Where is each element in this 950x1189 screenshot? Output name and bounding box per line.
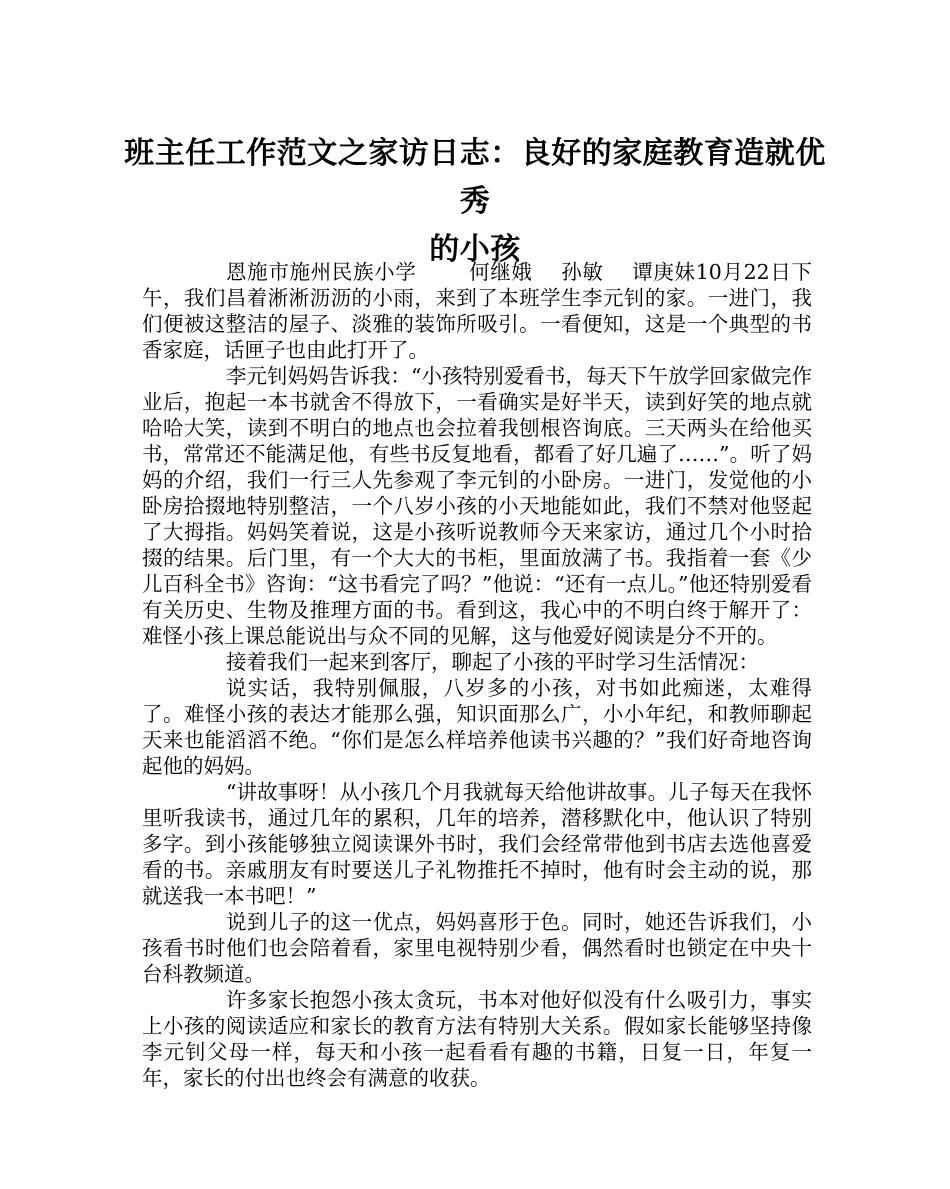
- school-name: 恩施市施州民族小学: [226, 260, 417, 284]
- title-line-1: 班主任工作范文之家访日志：良好的家庭教育造就优秀: [124, 136, 826, 219]
- intro-text: 10月22日下午，我们昌着淅淅沥沥的小雨，来到了本班学生李元钊的家。一进门，我们便被这整洁的屋子、淡雅的装饰所吸引。一看便知，这是一个典型的书香家庭，话匣子也由此打开了。: [142, 260, 813, 362]
- byline-paragraph: [142, 259, 812, 363]
- author-name: 何继娥: [468, 260, 533, 284]
- title-line-2: 的小孩: [429, 232, 521, 267]
- author-name: 谭庚妹: [631, 260, 696, 284]
- paragraph: 说实话，我特别佩服，八岁多的小孩，对书如此痴迷，太难得了。难怪小孩的表达才能那么强，知识面那么广，小小年纪，和教师聊起天来也能滔滔不绝。“你们是怎么样培养他读书兴趣的？”我们好奇地咨询起他的妈妈。: [142, 676, 812, 778]
- document-title: [120, 130, 830, 274]
- paragraph: 说到儿子的这一优点，妈妈喜形于色。同时，她还告诉我们，小孩看书时他们也会陪着看，家里电视特别少看，偶然看时也锁定在中央十台科教频道。: [142, 910, 812, 986]
- paragraph: 接着我们一起来到客厅，聊起了小孩的平时学习生活情况：: [226, 650, 759, 674]
- document-body: [142, 259, 812, 1091]
- author-name: 孙敏: [560, 260, 604, 284]
- paragraph: “讲故事呀！从小孩几个月我就每天给他讲故事。儿子每天在我怀里听我读书，通过几年的累积，几年的培养，潜移默化中，他认识了特别多字。到小孩能够独立阅读课外书时，我们会经常带他到书店去选他喜爱看的书。亲戚朋友有时要送儿子礼物推托不掉时，他有时会主动的说，那就送我一本书吧！”: [142, 780, 812, 908]
- paragraph: 李元钊妈妈告诉我：“小孩特别爱看书，每天下午放学回家做完作业后，抱起一本书就舍不得放下，一看确实是好半天，读到好笑的地点就哈哈大笑，读到不明白的地点也会拉着我刨根咨询底。三天两头在给他买书，常常还不能满足他，有些书反复地看，都看了好几遍了……”。听了妈妈的介绍，我们一行三人先参观了李元钊的小卧房。一进门，发觉他的小卧房拾掇地特别整洁，一个八岁小孩的小天地能如此，我们不禁对他竖起了大拇指。妈妈笑着说，这是小孩听说教师今天来家访，通过几个小时拾掇的结果。后门里，有一个大大的书柜，里面放满了书。我指着一套《少儿百科全书》咨询：“这书看完了吗？”他说：“还有一点儿。”他还特别爱看有关历史、生物及推理方面的书。看到这，我心中的不明白终于解开了：难怪小孩上课总能说出与众不同的见解，这与他爱好阅读是分不开的。: [142, 364, 812, 648]
- paragraph: 许多家长抱怨小孩太贪玩，书本对他好似没有什么吸引力，事实上小孩的阅读适应和家长的教育方法有特别大关系。假如家长能够坚持像李元钊父母一样，每天和小孩一起看看有趣的书籍，日复一日，年复一年，家长的付出也终会有满意的收获。: [142, 988, 812, 1090]
